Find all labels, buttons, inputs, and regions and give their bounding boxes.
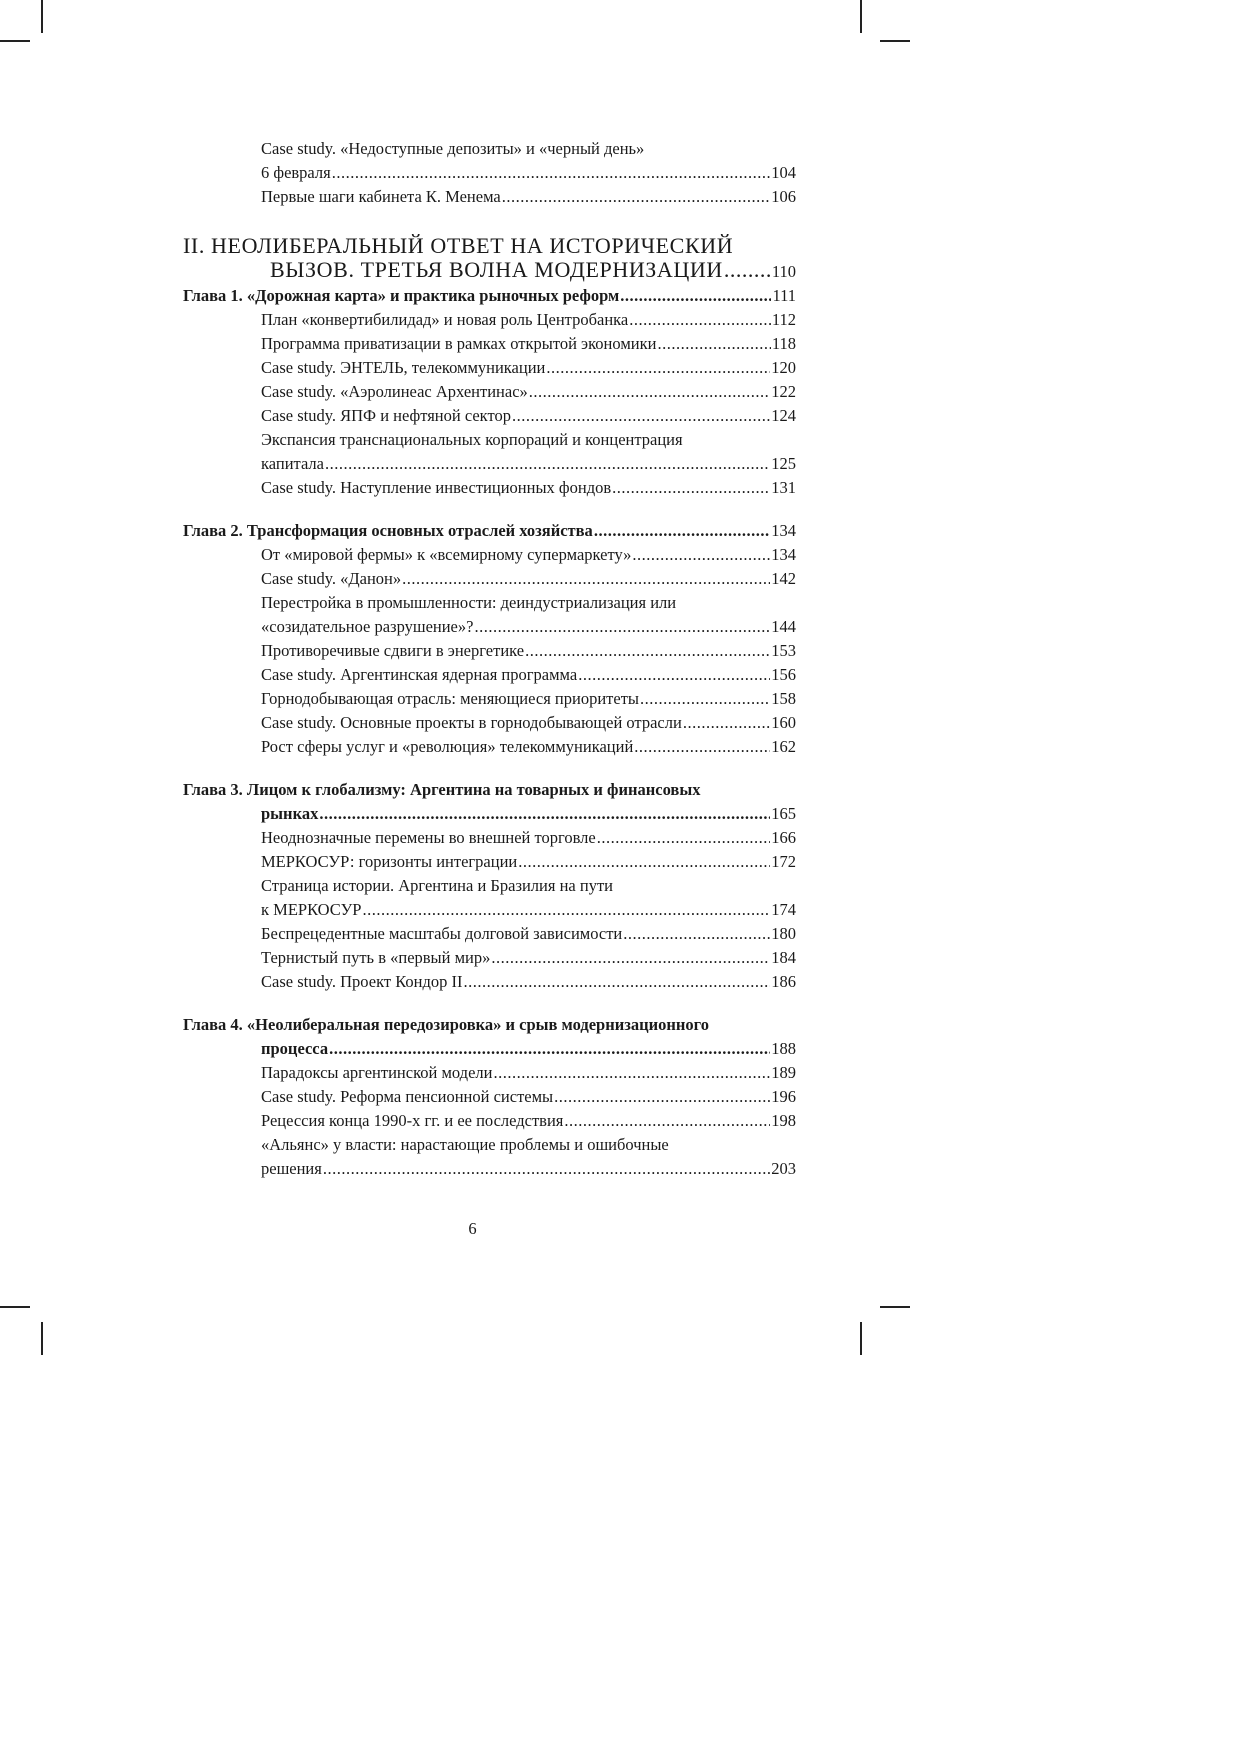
page-ref: 120 — [771, 358, 796, 377]
page-ref: 110 — [771, 262, 796, 281]
dot-leader — [329, 1037, 770, 1061]
toc-line — [183, 543, 796, 567]
toc-line-text: Case study. «Данон» — [261, 569, 402, 588]
page-ref: 160 — [771, 713, 796, 732]
page-ref: 144 — [771, 617, 796, 636]
dot-leader — [564, 1109, 770, 1133]
dot-leader — [578, 663, 770, 687]
toc-line-text: Глава 4. «Неолиберальная передозировка» и срыв модернизационного — [183, 1015, 709, 1034]
table-of-contents — [183, 137, 796, 1181]
page-ref: 125 — [771, 454, 796, 473]
dot-leader — [402, 567, 770, 591]
page-ref: 196 — [771, 1087, 796, 1106]
dot-leader — [594, 519, 770, 543]
toc-line-text: Горнодобывающая отрасль: меняющиеся приоритеты — [261, 689, 639, 708]
dot-leader — [657, 332, 770, 356]
toc-line — [183, 687, 796, 711]
dot-leader — [620, 284, 771, 308]
toc-line — [183, 922, 796, 946]
toc-line — [183, 234, 796, 258]
toc-line-text: Case study. Проект Кондор II — [261, 972, 463, 991]
dot-leader — [474, 615, 770, 639]
crop-mark — [880, 1306, 910, 1308]
toc-line-text: Case study. ЭНТЕЛЬ, телекоммуникации — [261, 358, 546, 377]
dot-leader — [525, 639, 770, 663]
page-ref: 112 — [771, 310, 796, 329]
toc-line-text: «созидательное разрушение»? — [261, 617, 474, 636]
dot-leader — [319, 802, 770, 826]
page-ref: 172 — [771, 852, 796, 871]
toc-line — [183, 1013, 796, 1037]
page-ref: 188 — [771, 1039, 796, 1058]
toc-line-text: Case study. Аргентинская ядерная программа — [261, 665, 578, 684]
toc-entry[interactable] — [183, 639, 796, 663]
chapter-heading[interactable] — [183, 519, 796, 543]
page-ref: 203 — [771, 1159, 796, 1178]
toc-line — [183, 639, 796, 663]
toc-line-text: процесса — [261, 1039, 329, 1058]
spacer — [183, 994, 796, 1013]
toc-entry[interactable] — [183, 850, 796, 874]
toc-line-text: Case study. Наступление инвестиционных фондов — [261, 478, 612, 497]
toc-entry[interactable] — [183, 663, 796, 687]
toc-line — [183, 380, 796, 404]
toc-line-text: капитала — [261, 454, 324, 473]
page-ref: 156 — [771, 665, 796, 684]
toc-line-text: рынках — [261, 804, 319, 823]
toc-line-text: МЕРКОСУР: горизонты интеграции — [261, 852, 518, 871]
toc-line-text: От «мировой фермы» к «всемирному супермаркету» — [261, 545, 632, 564]
dot-leader — [362, 898, 770, 922]
toc-entry[interactable] — [183, 1109, 796, 1133]
toc-entry[interactable] — [183, 922, 796, 946]
toc-line-text: II. НЕОЛИБЕРАЛЬНЫЙ ОТВЕТ НА ИСТОРИЧЕСКИЙ — [183, 233, 734, 258]
chapter-heading[interactable] — [183, 1013, 796, 1061]
toc-line — [183, 898, 796, 922]
part-heading[interactable] — [183, 234, 796, 284]
dot-leader — [640, 687, 770, 711]
toc-line-text: Case study. Основные проекты в горнодобывающей отрасли — [261, 713, 682, 732]
dot-leader — [463, 970, 770, 994]
page-ref: 184 — [771, 948, 796, 967]
toc-line — [183, 711, 796, 735]
page-ref: 153 — [771, 641, 796, 660]
toc-entry[interactable] — [183, 137, 796, 185]
toc-entry[interactable] — [183, 567, 796, 591]
toc-line — [183, 1109, 796, 1133]
toc-line-text: Тернистый путь в «первый мир» — [261, 948, 491, 967]
toc-entry[interactable] — [183, 476, 796, 500]
toc-line — [183, 1061, 796, 1085]
toc-line — [183, 428, 796, 452]
toc-line — [183, 663, 796, 687]
dot-leader — [629, 308, 771, 332]
toc-line — [183, 1085, 796, 1109]
page-ref: 131 — [771, 478, 796, 497]
page-ref: 124 — [771, 406, 796, 425]
page-ref: 134 — [771, 545, 796, 564]
toc-line — [183, 826, 796, 850]
toc-line-text: Страница истории. Аргентина и Бразилия на пути — [261, 876, 613, 895]
toc-line — [183, 591, 796, 615]
page-ref: 180 — [771, 924, 796, 943]
crop-mark — [41, 0, 43, 33]
dot-leader — [332, 161, 771, 185]
dot-leader — [323, 1157, 770, 1181]
toc-line-text: решения — [261, 1159, 322, 1178]
toc-entry[interactable] — [183, 1133, 796, 1181]
toc-line-text: Противоречивые сдвиги в энергетике — [261, 641, 525, 660]
dot-leader — [491, 946, 770, 970]
toc-line — [183, 1037, 796, 1061]
page-number: 6 — [468, 1219, 477, 1238]
toc-line — [183, 476, 796, 500]
toc-line-text: Case study. «Недоступные депозиты» и «черный день» — [261, 139, 645, 158]
toc-line — [183, 1133, 796, 1157]
page-ref: 134 — [771, 521, 796, 540]
dot-leader — [623, 922, 770, 946]
crop-mark — [41, 1322, 43, 1355]
page-ref: 142 — [771, 569, 796, 588]
toc-line-text: Экспансия транснациональных корпораций и концентрация — [261, 430, 683, 449]
page-ref: 111 — [772, 286, 796, 305]
page-ref: 189 — [771, 1063, 796, 1082]
toc-entry[interactable] — [183, 874, 796, 922]
toc-entry[interactable] — [183, 1085, 796, 1109]
toc-line-text: Глава 2. Трансформация основных отраслей хозяйства — [183, 521, 593, 540]
dot-leader — [546, 356, 770, 380]
toc-line-text: Рецессия конца 1990-х гг. и ее последствия — [261, 1111, 564, 1130]
toc-line-text: План «конвертибилидад» и новая роль Центробанка — [261, 310, 629, 329]
page-ref: 106 — [771, 187, 796, 206]
toc-entry[interactable] — [183, 735, 796, 759]
toc-line — [183, 567, 796, 591]
toc-line — [183, 161, 796, 185]
toc-line-text: Программа приватизации в рамках открытой экономики — [261, 334, 657, 353]
toc-line — [183, 404, 796, 428]
toc-line — [183, 874, 796, 898]
toc-line — [183, 137, 796, 161]
toc-line — [183, 946, 796, 970]
toc-line-text: Case study. ЯПФ и нефтяной сектор — [261, 406, 511, 425]
toc-line-text: Глава 1. «Дорожная карта» и практика рыночных реформ — [183, 286, 620, 305]
toc-entry[interactable] — [183, 687, 796, 711]
dot-leader — [493, 1061, 770, 1085]
toc-line-text: Глава 3. Лицом к глобализму: Аргентина на товарных и финансовых — [183, 780, 701, 799]
dot-leader — [512, 404, 770, 428]
page-ref: 186 — [771, 972, 796, 991]
toc-line-text: к МЕРКОСУР — [261, 900, 362, 919]
toc-entry[interactable] — [183, 711, 796, 735]
toc-line — [183, 519, 796, 543]
toc-entry[interactable] — [183, 308, 796, 332]
toc-line-text: Парадоксы аргентинской модели — [261, 1063, 493, 1082]
toc-line — [183, 332, 796, 356]
toc-line-text: ВЫЗОВ. ТРЕТЬЯ ВОЛНА МОДЕРНИЗАЦИИ — [270, 257, 723, 282]
toc-entry[interactable] — [183, 826, 796, 850]
toc-line-text: Рост сферы услуг и «революция» телекоммуникаций — [261, 737, 634, 756]
toc-line-text: Неоднозначные перемены во внешней торговле — [261, 828, 596, 847]
toc-entry[interactable] — [183, 185, 796, 209]
spacer — [183, 209, 796, 234]
toc-line — [183, 308, 796, 332]
toc-entry[interactable] — [183, 591, 796, 639]
toc-entry[interactable] — [183, 404, 796, 428]
dot-leader — [724, 258, 771, 282]
toc-entry[interactable] — [183, 380, 796, 404]
toc-line — [183, 802, 796, 826]
toc-line — [183, 452, 796, 476]
page-ref: 104 — [771, 163, 796, 182]
dot-leader — [683, 711, 770, 735]
crop-mark — [0, 1306, 30, 1308]
toc-line — [183, 1157, 796, 1181]
toc-line — [183, 778, 796, 802]
chapter-heading[interactable] — [183, 778, 796, 826]
dot-leader — [632, 543, 770, 567]
page-ref: 198 — [771, 1111, 796, 1130]
toc-entry[interactable] — [183, 428, 796, 476]
toc-line — [183, 970, 796, 994]
toc-line-text: Перестройка в промышленности: деиндустриализация или — [261, 593, 677, 612]
dot-leader — [554, 1085, 770, 1109]
toc-line-text: Case study. Реформа пенсионной системы — [261, 1087, 554, 1106]
page-ref: 165 — [771, 804, 796, 823]
toc-line-text: «Альянс» у власти: нарастающие проблемы и ошибочные — [261, 1135, 669, 1154]
toc-line-text: Case study. «Аэролинеас Архентинас» — [261, 382, 528, 401]
toc-entry[interactable] — [183, 1061, 796, 1085]
toc-line — [183, 284, 796, 308]
page-ref: 122 — [771, 382, 796, 401]
toc-entry[interactable] — [183, 970, 796, 994]
dot-leader — [597, 826, 771, 850]
toc-line — [183, 356, 796, 380]
toc-line — [183, 850, 796, 874]
dot-leader — [634, 735, 770, 759]
page-ref: 166 — [771, 828, 796, 847]
dot-leader — [518, 850, 770, 874]
toc-line — [183, 185, 796, 209]
spacer — [183, 759, 796, 778]
toc-line — [183, 735, 796, 759]
crop-mark — [0, 40, 30, 42]
toc-line-text: Беспрецедентные масштабы долговой зависимости — [261, 924, 623, 943]
crop-mark — [860, 1322, 862, 1355]
page-ref: 174 — [771, 900, 796, 919]
toc-entry[interactable] — [183, 332, 796, 356]
crop-mark — [860, 0, 862, 33]
toc-entry[interactable] — [183, 543, 796, 567]
dot-leader — [612, 476, 770, 500]
toc-line — [183, 258, 796, 284]
crop-mark — [880, 40, 910, 42]
page-ref: 118 — [771, 334, 796, 353]
dot-leader — [502, 185, 771, 209]
page-ref: 158 — [771, 689, 796, 708]
toc-line-text: 6 февраля — [261, 163, 331, 182]
toc-entry[interactable] — [183, 356, 796, 380]
spacer — [183, 500, 796, 519]
toc-entry[interactable] — [183, 946, 796, 970]
toc-line-text: Первые шаги кабинета К. Менема — [261, 187, 501, 206]
dot-leader — [325, 452, 770, 476]
dot-leader — [529, 380, 770, 404]
chapter-heading[interactable] — [183, 284, 796, 308]
toc-line — [183, 615, 796, 639]
page-ref: 162 — [771, 737, 796, 756]
